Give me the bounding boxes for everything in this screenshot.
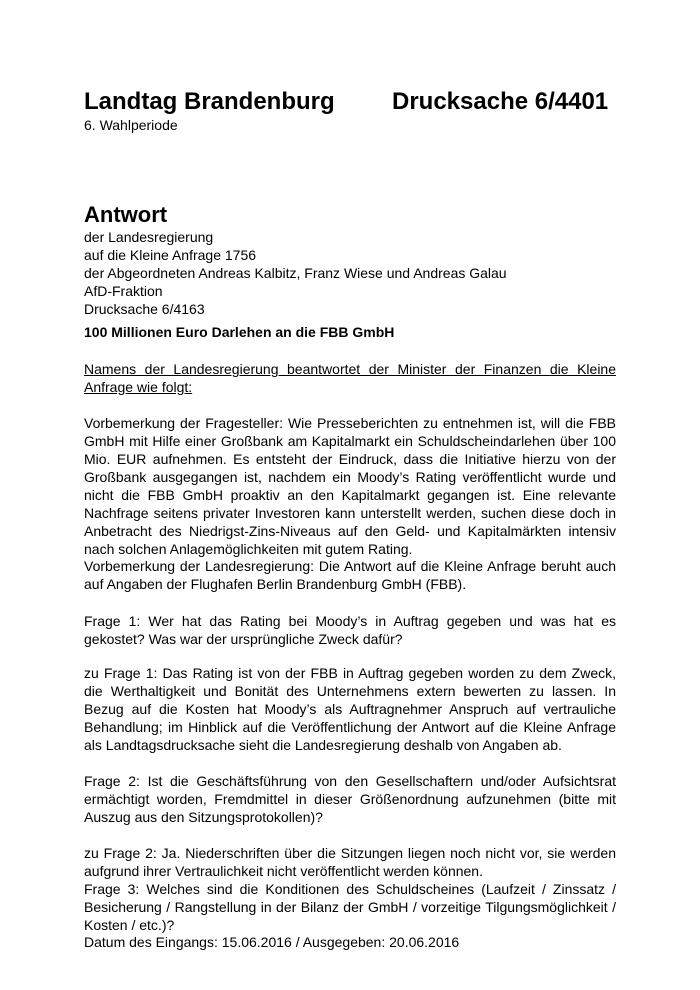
meta-line: der Abgeordneten Andreas Kalbitz, Franz Wiese und Andreas Galau (84, 265, 507, 281)
question-1: Frage 1: Wer hat das Rating bei Moody’s in Auftrag gegeben und was hat es gekostet? Was war der ursprüngliche Zweck dafür? (84, 613, 616, 647)
question-3: Frage 3: Welches sind die Konditionen des Schuldscheines (Laufzeit / Zinssatz / Besicherung / Rangstellung in der Bilanz der GmbH / vorzeitige Tilgungsmöglichkeit / Kosten / etc.)? (84, 881, 616, 933)
subject-heading: 100 Millionen Euro Darlehen an die FBB GmbH (84, 324, 395, 340)
meta-line: Drucksache 6/4163 (84, 301, 205, 317)
question-2: Frage 2: Ist die Geschäftsführung von den Gesellschaftern und/oder Aufsichtsrat ermächtigt worden, Fremdmittel in dieser Größenordnung aufzunehmen (bitte mit Auszug aus den Sitzungsprotokollen)? (84, 773, 616, 825)
meta-line: der Landesregierung (84, 229, 214, 245)
answer-meta (84, 228, 507, 318)
answer-title: Antwort (84, 202, 168, 227)
meta-line: auf die Kleine Anfrage 1756 (84, 247, 257, 263)
answer-2: zu Frage 2: Ja. Niederschriften über die Sitzungen liegen noch nicht vor, sie werden aufgrund ihrer Vertraulichkeit nicht veröffentlicht werden können. (84, 845, 616, 879)
questioner-preliminary-remark: Vorbemerkung der Fragesteller: Wie Presseberichten zu entnehmen ist, will die FBB GmbH mit Hilfe einer Großbank am Kapitalmarkt ein Schuldscheindarlehen über 100 Mio. EUR aufnehmen. Es entsteht der Eindruck, dass die Initiative hierzu von der Großbank ausgegangen ist, nachdem ein Moody’s Rating veröffentlicht wurde und nicht die FBB GmbH proaktiv an den Kapitalmarkt gegangen ist. Eine relevante Nachfrage seitens privater Investoren kann unterstellt werden, suchen diese doch in Anbetracht des Niedrigst-Zins-Niveaus auf den Geld- und Kapitalmärkten intensiv nach solchen Anlagemöglichkeiten mit gutem Rating. (84, 415, 616, 557)
receipt-date-footer: Datum des Eingangs: 15.06.2016 / Ausgegeben: 20.06.2016 (84, 934, 460, 950)
government-preliminary-remark: Vorbemerkung der Landesregierung: Die Antwort auf die Kleine Anfrage beruht auch auf Angaben der Flughafen Berlin Brandenburg GmbH (FBB). (84, 558, 616, 592)
answer-1: zu Frage 1: Das Rating ist von der FBB in Auftrag gegeben worden zu dem Zweck, die Werthaltigkeit und Bonität des Unternehmens extern bewerten zu lassen. In Bezug auf die Kosten hat Moody’s als Auftragnehmer Anspruch auf vertrauliche Behandlung; im Hinblick auf die Veröffentlichung der Antwort auf die Kleine Anfrage als Landtagsdrucksache sieht die Landesregierung deshalb von Angaben ab. (84, 665, 616, 753)
intro-statement: Namens der Landesregierung beantwortet der Minister der Finanzen die Kleine Anfrage wie folgt: (84, 361, 616, 395)
meta-line: AfD-Fraktion (84, 283, 163, 299)
document-header (84, 88, 616, 118)
election-period: 6. Wahlperiode (84, 117, 178, 133)
document-number: Drucksache 6/4401 (392, 88, 609, 115)
parliament-title: Landtag Brandenburg (84, 88, 335, 115)
